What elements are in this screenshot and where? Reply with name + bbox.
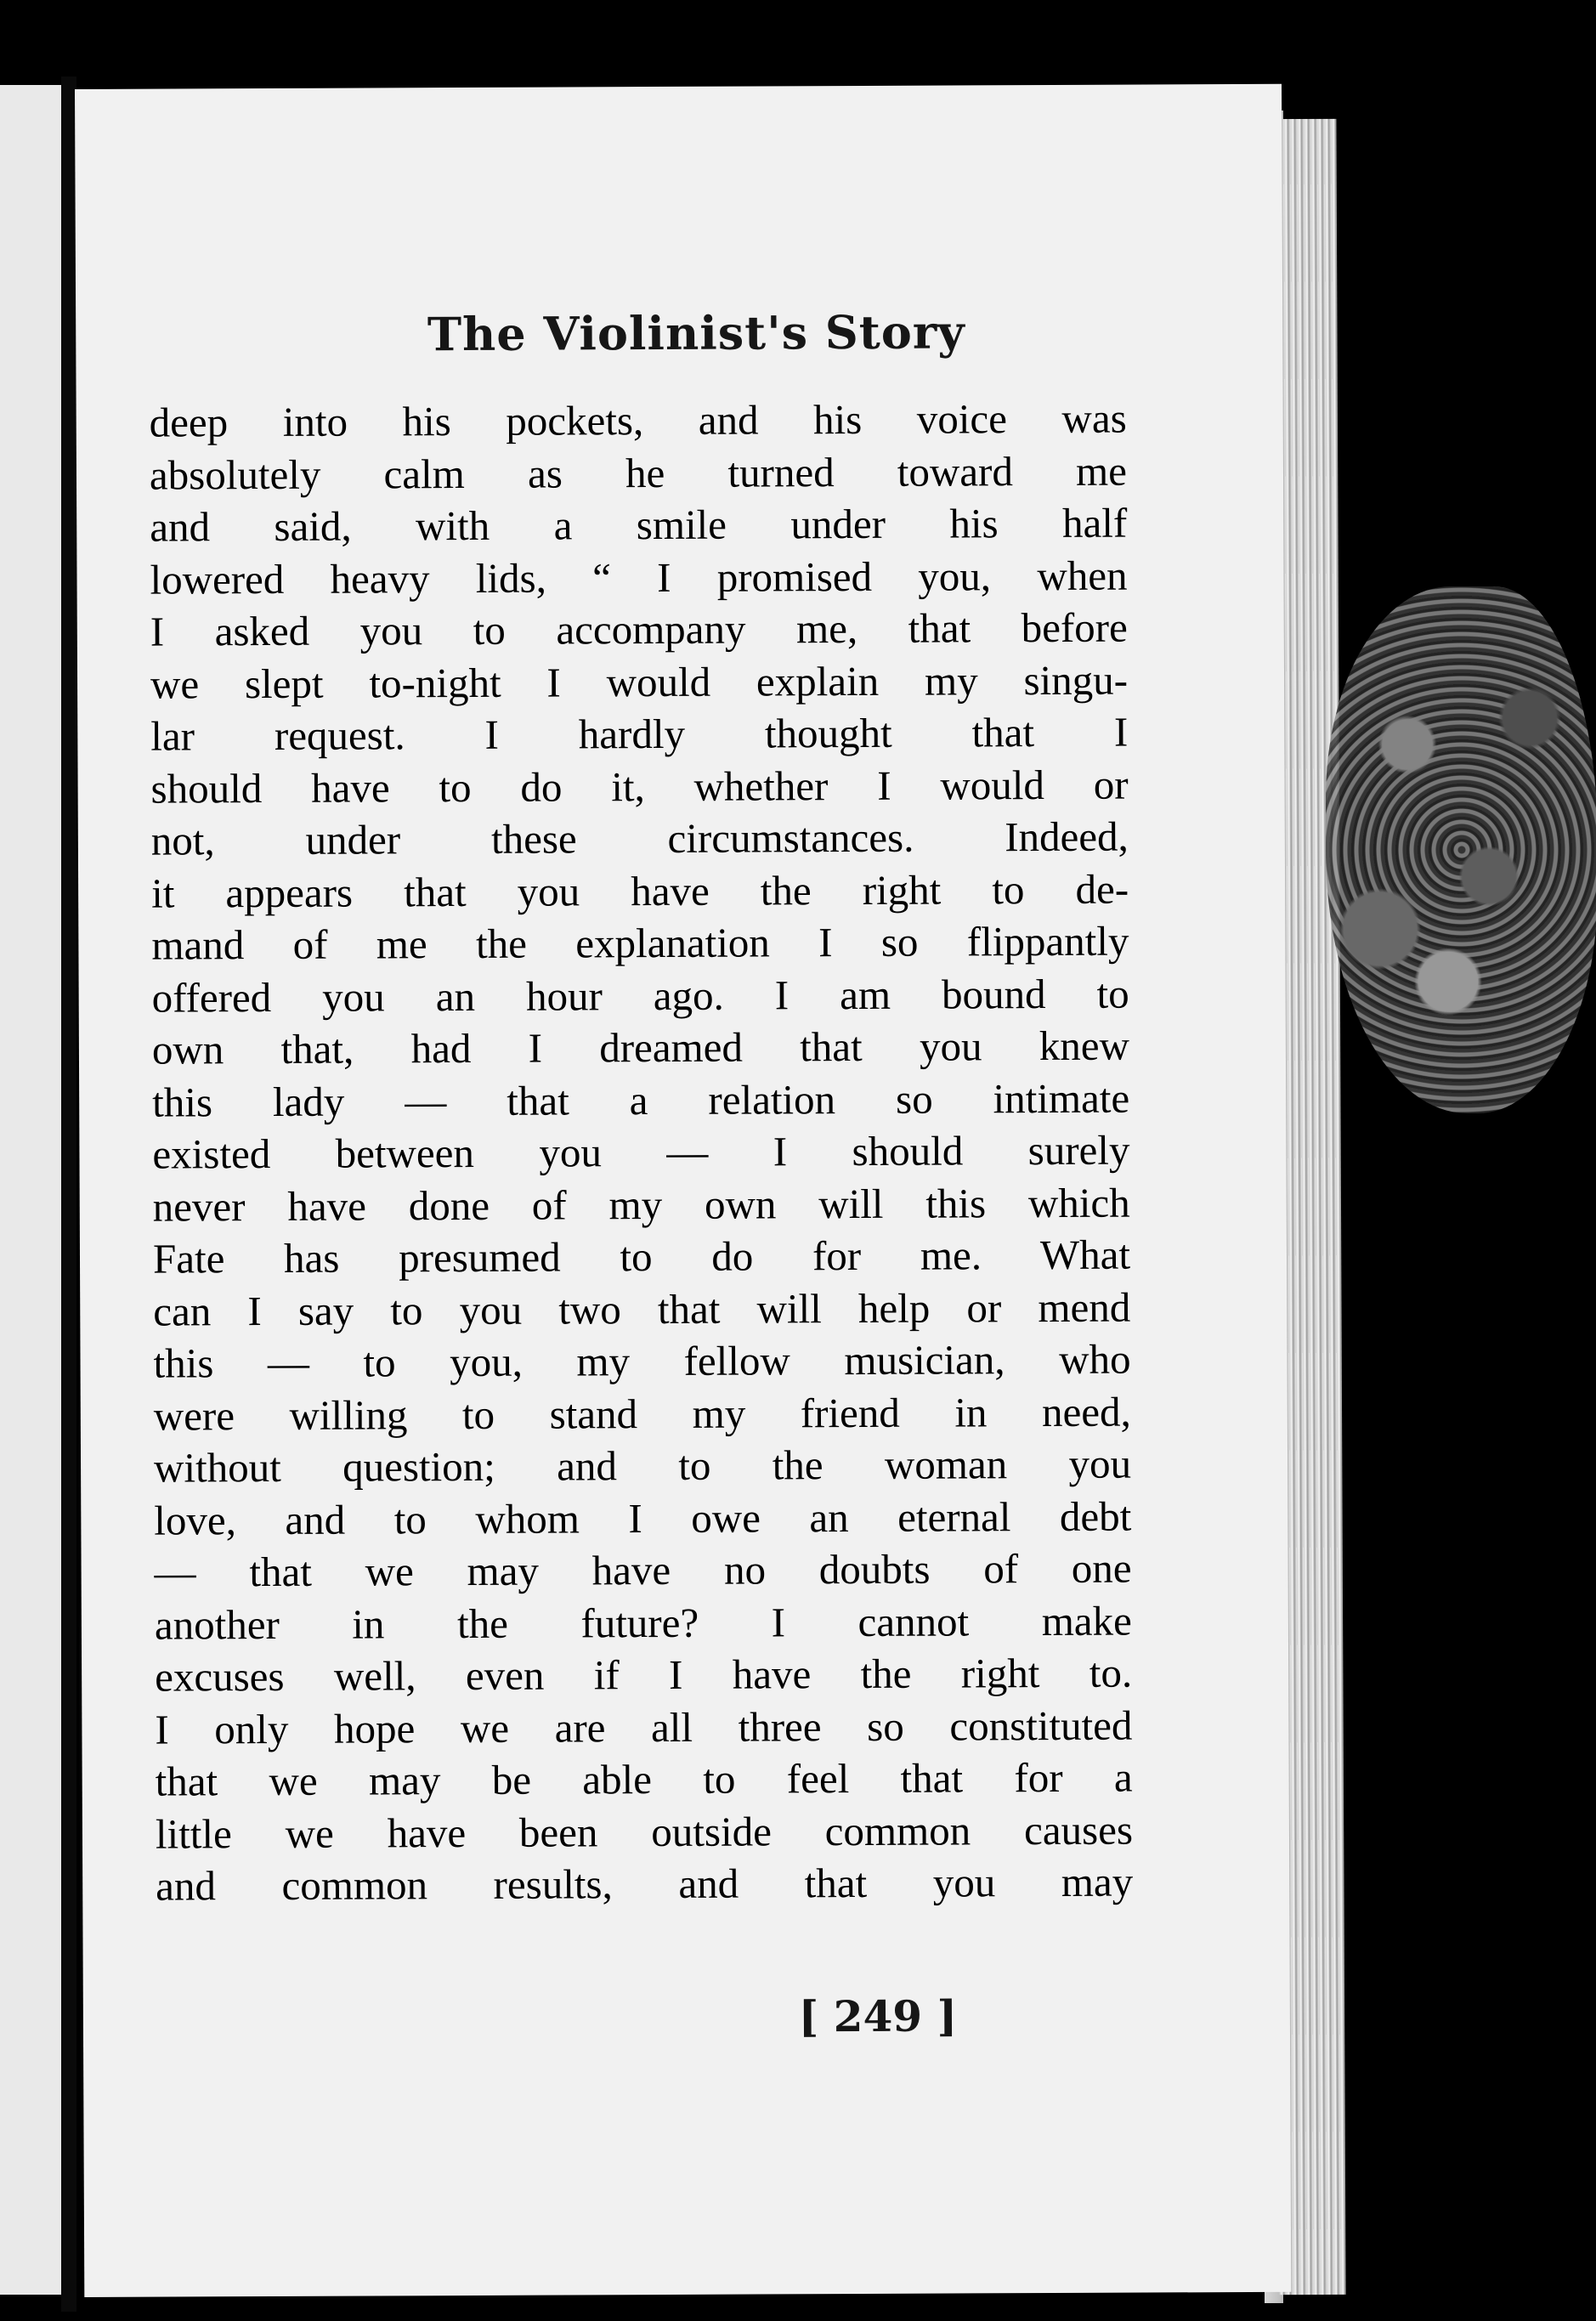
text-line: absolutely calm as he turned toward me — [149, 447, 1128, 499]
text-line: should have to do it, whether I would or — [150, 761, 1129, 812]
page-number: [ 249 ] — [798, 1990, 958, 2042]
text-line: never have done of my own will this which — [152, 1179, 1130, 1231]
text-line: and common results, and that you may — [156, 1858, 1134, 1910]
text-line: lowered heavy lids, “ I promised you, when — [150, 552, 1128, 603]
text-line: existed between you — I should surely — [152, 1126, 1130, 1178]
text-line: and said, with a smile under his half — [150, 499, 1128, 551]
running-head: The Violinist's Story — [427, 304, 965, 362]
book-page — [75, 84, 1291, 2297]
text-line: we slept to-night I would explain my singu- — [150, 656, 1129, 708]
text-line: little we have been outside common causes — [155, 1806, 1134, 1858]
text-line: were willing to stand my friend in need, — [153, 1388, 1131, 1440]
text-line: excuses well, even if I have the right to. — [155, 1649, 1133, 1701]
text-line: own that, had I dreamed that you knew — [151, 1022, 1130, 1073]
book-gutter — [61, 76, 76, 2312]
text-line: love, and to whom I owe an eternal debt — [154, 1492, 1132, 1544]
text-line: this lady — that a relation so intimate — [152, 1074, 1130, 1126]
left-page-edge — [0, 85, 61, 2295]
body-text — [150, 393, 1134, 1913]
text-line: I only hope we are all three so constituted — [155, 1701, 1133, 1753]
paper-fragment — [1326, 586, 1596, 1113]
text-line: without question; and to the woman you — [153, 1440, 1132, 1492]
text-line: it appears that you have the right to de- — [151, 865, 1129, 917]
text-line: Fate has presumed to do for me. What — [152, 1231, 1131, 1282]
text-line: another in the future? I cannot make — [154, 1597, 1132, 1649]
text-line: this — to you, my fellow musician, who — [153, 1335, 1131, 1387]
text-line: offered you an hour ago. I am bound to — [151, 970, 1129, 1022]
text-line: mand of me the explanation I so flippantly — [151, 917, 1129, 969]
text-line: — that we may have no doubts of one — [154, 1544, 1132, 1596]
text-line: deep into his pockets, and his voice was — [149, 394, 1127, 446]
text-line: lar request. I hardly thought that I — [150, 708, 1129, 760]
text-line: I asked you to accompany me, that before — [150, 603, 1128, 655]
text-line: that we may be able to feel that for a — [155, 1753, 1133, 1805]
text-line: not, under these circumstances. Indeed, — [150, 812, 1129, 864]
text-line: can I say to you two that will help or mend — [153, 1283, 1131, 1335]
